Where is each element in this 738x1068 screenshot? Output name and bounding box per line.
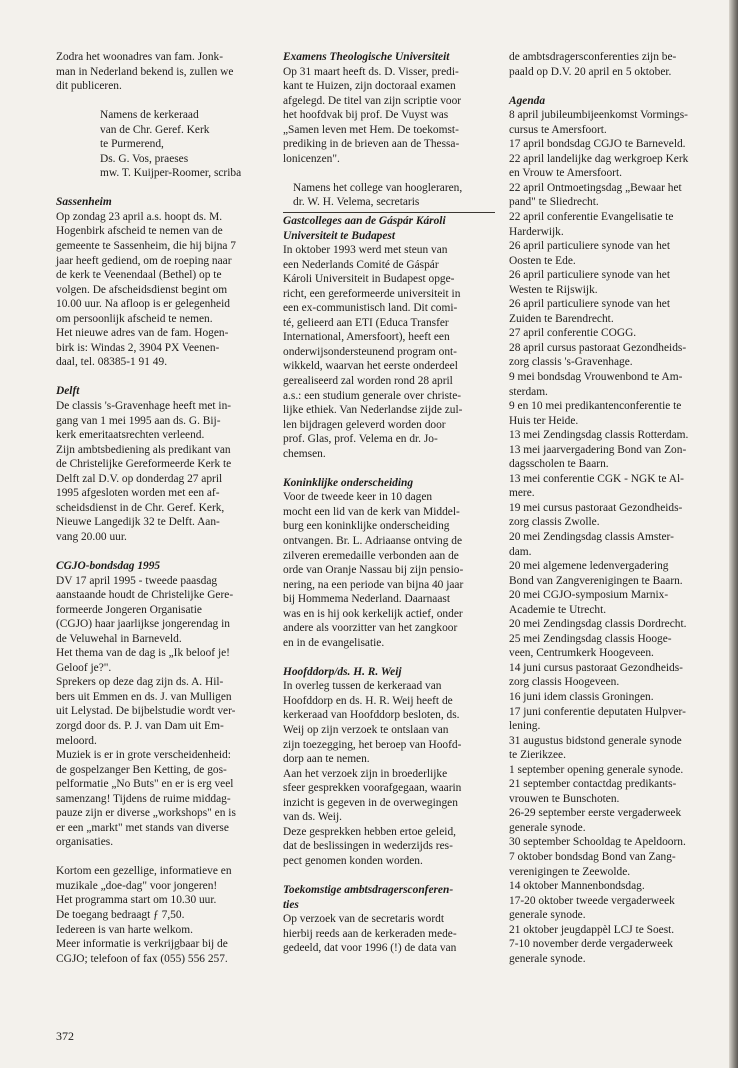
text-line: 28 april cursus pastoraat Gezondheids- [509,341,687,354]
column-3 [509,50,725,966]
text-line: volgen. De afscheidsdienst begint om [56,283,228,296]
text-line: Namens de kerkeraad [100,109,199,122]
text-line: Károli Universiteit in Budapest opge- [283,273,455,286]
text-line: Iedereen is van harte welkom. [56,923,193,936]
text-line: veen, Centrumkerk Hoogeveen. [509,647,654,660]
text-line: kerk emeritaatsrechten verleend. [56,429,205,442]
cgjo-heading: CGJO-bondsdag 1995 [56,559,161,572]
text-line: generale synode. [509,909,586,922]
text-line: 21 september contactdag predikants- [509,778,677,791]
text-line: sfeer gesprekken voorafgegaan, waarin [283,782,462,795]
text-line: het hoofdvak bij prof. De Vuyst was [283,109,449,122]
text-line: mw. T. Kuijper-Roomer, scriba [100,167,242,180]
text-line: gerealiseerd zal worden rond 28 april [283,374,453,387]
text-line: de Christelijke Gereformeerde Kerk te [56,458,232,471]
text-line: „Samen leven met Hem. De toekomst- [283,123,459,136]
text-line: Gastcolleges aan de Gáspár Károli [283,214,446,227]
ambtsdragers-heading [283,883,495,912]
text-line: 26 april particuliere synode van het [509,269,670,282]
purmerend-signature [56,108,269,181]
text-line: Ds. G. Vos, praeses [100,152,189,165]
text-line: vang 20.00 uur. [56,530,127,543]
text-line: birk is: Windas 2, 3904 PX Veenen- [56,341,220,354]
text-line: en in de evangelisatie. [283,636,385,649]
examens-heading: Examens Theologische Universiteit [283,51,450,63]
text-line: 31 augustus bidstond generale synode [509,734,682,747]
text-line: Het programma start om 10.30 uur. [56,894,217,907]
cgjo-text [56,574,269,850]
text-line: pand" te Sliedrecht. [509,196,599,209]
text-line: Nieuwe Langedijk 32 te Delft. Aan- [56,516,220,529]
text-line: Op zondag 23 april a.s. hoopt ds. M. [56,210,223,223]
text-line: formeerde Jongeren Organisatie [56,603,202,616]
text-line: aanstaande houdt de Christelijke Gere- [56,589,234,602]
text-line: onderwijsondersteunend program ont- [283,345,457,358]
text-line: International, Amersfoort), heeft een [283,331,450,344]
text-line: prediking in de brieven aan de Thessa- [283,138,460,151]
text-line: 17 april bondsdag CGJO te Barneveld. [509,138,686,151]
text-line: 13 mei Zendingsdag classis Rotterdam. [509,429,689,442]
text-line: Namens het college van hoogleraren, [293,181,463,194]
text-line: Academie te Utrecht. [509,603,607,616]
text-line: 8 april jubileumbijeenkomst Vormings- [509,109,688,122]
text-line: gang van 1 mei 1995 aan ds. G. Bij- [56,414,221,427]
text-line: Oosten te Ede. [509,254,576,267]
text-line: Geloof je?". [56,661,112,674]
hoofddorp-text [283,679,495,868]
column-2 [283,50,495,956]
text-line: Op verzoek van de secretaris wordt [283,913,444,926]
text-line: een ex-communistisch land. Dit comi- [283,302,458,315]
text-line: 21 oktober jeugdappèl LCJ te Soest. [509,923,675,936]
sassenheim-heading: Sassenheim [56,196,112,209]
text-line: ties [283,898,299,911]
text-line: orde van Oranje Nassau bij zijn pensio- [283,564,464,577]
text-line: lijke ethiek. Van Nederlandse zijde zul- [283,404,463,417]
text-line: een Nederlands Comité de Gáspár [283,258,439,271]
text-line: wikkeld, waarvan het eerste onderdeel [283,360,458,373]
text-line: samenzang! Tijdens de ruime middag- [56,792,231,805]
text-line: Het nieuwe adres van de fam. Hogen- [56,327,229,340]
text-line: Zuiden te Barendrecht. [509,312,614,325]
text-line: Universiteit te Budapest [283,229,396,242]
hoofddorp-heading: Hoofddorp/ds. H. R. Weij [283,665,402,678]
text-line: len bijdragen geleverd worden door [283,418,446,431]
text-line: richt, een gereformeerde universiteit in [283,287,461,300]
text-line: daal, tel. 08385-1 91 49. [56,356,168,369]
text-line: De classis 's-Gravenhage heeft met in- [56,399,232,412]
text-line: Harderwijk. [509,225,564,238]
delft-text [56,399,269,544]
text-line: 26 april particuliere synode van het [509,298,670,311]
text-line: ontvangen. Br. L. Adriaanse ontving de [283,534,463,547]
delft-heading: Delft [56,385,80,398]
text-line: de kerk te Veenendaal (Bethel) op te [56,269,222,282]
text-line: burg een koninklijke onderscheiding [283,520,450,533]
text-line: 17-20 oktober tweede vergaderweek [509,894,675,907]
text-line: meloord. [56,734,97,747]
text-line: sterdam. [509,385,548,398]
text-line: dr. W. H. Velema, secretaris [293,196,420,209]
text-line: 30 september Schooldag te Apeldoorn. [509,836,686,849]
text-line: zorgd door ds. P. J. van Dam uit Em- [56,719,224,732]
text-line: bers uit Emmen en ds. J. van Mulligen [56,690,232,703]
text-line: zorg classis 's-Gravenhage. [509,356,633,369]
text-line: 17 juni conferentie deputaten Hulpver- [509,705,686,718]
text-line: 1995 afgesloten worden met een af- [56,487,220,500]
text-line: Voor de tweede keer in 10 dagen [283,491,433,504]
text-line: 1 september opening generale synode. [509,763,684,776]
text-line: man in Nederland bekend is, zullen we [56,65,234,78]
text-line: om persoonlijk afscheid te nemen. [56,312,213,325]
text-line: Meer informatie is verkrijgbaar bij de [56,938,228,951]
text-line: afgelegd. De titel van zijn scriptie voor [283,94,462,107]
text-line: Bond van Zangverenigingen te Baarn. [509,574,683,587]
text-line: hierbij reeds aan de kerkeraden mede- [283,927,457,940]
onderscheiding-text [283,490,495,650]
ambtsdragers-text [283,912,495,956]
text-line: té, gelieerd aan ETI (Educa Transfer [283,316,449,329]
text-line: de gospelzanger Ben Ketting, de gos- [56,763,227,776]
text-line: 20 mei Zendingsdag classis Dordrecht. [509,618,687,631]
text-line: Hoofddorp en ds. H. R. Weij heeft de [283,694,453,707]
gastcolleges-heading [283,214,495,243]
text-line: Weij op zijn verzoek te ontslaan van [283,724,449,737]
text-line: 9 mei bondsdag Vrouwenbond te Am- [509,370,683,383]
text-line: bij Hommema Nederland. Daarnaast [283,593,450,606]
text-line: lening. [509,720,541,733]
text-line: 20 mei CGJO-symposium Marnix- [509,589,669,602]
text-line: CGJO; telefoon of fax (055) 556 257. [56,952,228,965]
text-line: was en is hij ook kerkelijk actief, onder [283,607,463,620]
text-line: 20 mei algemene ledenvergadering [509,560,669,573]
text-line: chemsen. [283,447,326,460]
text-line: (CGJO) haar jaarlijkse jongerendag in [56,618,230,631]
text-line: 7-10 november derde vergaderweek [509,938,673,951]
text-line: Aan het verzoek zijn in broederlijke [283,767,448,780]
text-line: er een „markt" met stands van diverse [56,821,229,834]
text-line: Delft zal D.V. op donderdag 27 april [56,472,223,485]
text-line: zorg classis Hoogeveen. [509,676,620,689]
text-line: 19 mei cursus pastoraat Gezondheids- [509,501,683,514]
text-line: te Purmerend, [100,138,164,151]
agenda-heading: Agenda [509,94,546,107]
text-line: vrouwen te Bunschoten. [509,792,620,805]
text-line: jaar heeft gediend, om de roeping naar [56,254,232,267]
text-line: prof. Glas, prof. Velema en dr. Jo- [283,433,438,446]
sassenheim-text [56,210,269,370]
text-line: 26-29 september eerste vergaderweek [509,807,682,820]
text-line: scheidsdienst in de Chr. Geref. Kerk, [56,501,225,514]
text-line: kerkeraad van Hoofddorp besloten, ds. [283,709,460,722]
text-line: 7 oktober bondsdag Bond van Zang- [509,851,676,864]
text-line: de Veluwehal in Barneveld. [56,632,182,645]
text-line: Toekomstige ambtsdragersconferen- [283,883,454,896]
text-line: zijn toezegging, het beroep van Hoofd- [283,738,462,751]
divider [283,212,495,213]
text-line: 14 juni cursus pastoraat Gezondheids- [509,661,683,674]
binding-edge [729,0,738,1068]
text-line: Op 31 maart heeft ds. D. Visser, predi- [283,65,459,78]
text-line: van ds. Weij. [283,811,342,824]
text-line: 16 juni idem classis Groningen. [509,691,654,704]
text-line: 22 april conferentie Evangelisatie te [509,210,674,223]
agenda-list [509,108,725,966]
gastcolleges-text [283,243,495,461]
text-line: nering, na een periode van bijna 40 jaar [283,578,464,591]
text-line: muzikale „doe-dag" voor jongeren! [56,879,218,892]
text-line: In overleg tussen de kerkeraad van [283,680,442,693]
text-line: verenigingen te Zeewolde. [509,865,631,878]
text-line: andere als voorzitter van het zangkoor [283,622,458,635]
text-line: zilveren eremedaille verbonden aan de [283,549,459,562]
text-line: 26 april particuliere synode van het [509,240,670,253]
text-line: de ambtsdragersconferenties zijn be- [509,51,677,63]
text-line: pelformatie „No Buts" en er is erg veel [56,778,234,791]
text-line: 13 mei jaarvergadering Bond van Zon- [509,443,687,456]
text-line: 22 april landelijke dag werkgroep Kerk [509,152,689,165]
text-line: 27 april conferentie COGG. [509,327,637,340]
text-line: dat de beslissingen in wederzijds res- [283,840,453,853]
text-line: Sprekers op deze dag zijn ds. A. Hil- [56,676,224,689]
text-line: cursus te Amersfoort. [509,123,607,136]
text-line: 22 april Ontmoetingsdag „Bewaar het [509,181,682,194]
text-line: 14 oktober Mannenbondsdag. [509,880,645,893]
text-line: kant te Huizen, zijn doctoraal examen [283,80,456,93]
text-line: generale synode. [509,821,586,834]
text-line: pauze zijn er diverse „workshops" en is [56,807,236,820]
text-line: generale synode. [509,952,586,965]
text-line: inzicht is gegeven in de overwegingen [283,796,458,809]
text-line: Zijn ambtsbediening als predikant van [56,443,231,456]
text-line: van de Chr. Geref. Kerk [100,123,210,136]
text-line: pect genomen konden worden. [283,854,423,867]
text-line: 9 en 10 mei predikantenconferentie te [509,400,682,413]
text-line: DV 17 april 1995 - tweede paasdag [56,574,218,587]
text-line: zorg classis Zwolle. [509,516,600,529]
onderscheiding-heading: Koninklijke onderscheiding [283,476,414,489]
text-line: dagsscholen te Baarn. [509,458,609,471]
text-line: te Zierikzee. [509,749,566,762]
text-line: Zodra het woonadres van fam. Jonk- [56,51,224,63]
text-line: Deze gesprekken hebben ertoe geleid, [283,825,456,838]
text-line: gedeeld, dat voor 1996 (!) de data van [283,942,457,955]
ambtsdragers-continued [509,50,725,79]
text-line: a.s.: een studium generale over christe- [283,389,462,402]
text-line: 13 mei conferentie CGK - NGK te Al- [509,472,684,485]
text-line: paald op D.V. 20 april en 5 oktober. [509,65,672,78]
text-line: De toegang bedraagt ƒ 7,50. [56,909,185,922]
text-line: organisaties. [56,836,114,849]
text-line: Westen te Rijswijk. [509,283,598,296]
text-line: lonicenzen". [283,152,340,165]
text-line: dit publiceren. [56,80,122,93]
column-1 [56,50,269,966]
text-line: 10.00 uur. Na afloop is er gelegenheid [56,298,230,311]
text-line: Het thema van de dag is „Ik beloof je! [56,647,230,660]
text-line: en Vrouw te Amersfoort. [509,167,622,180]
text-line: Hogenbirk afscheid te nemen van de [56,225,223,238]
text-line: mere. [509,487,535,500]
text-line: gemeente te Sassenheim, die hij bijna 7 [56,240,236,253]
text-line: Kortom een gezellige, informatieve en [56,865,232,878]
cgjo-text-2 [56,864,269,966]
text-line: uit Lelystad. De bijbelstudie wordt ver- [56,705,236,718]
text-line: Huis ter Heide. [509,414,579,427]
college-signature [283,181,495,210]
text-line: Muziek is er in grote verscheidenheid: [56,749,231,762]
page-number: 372 [56,1029,74,1043]
text-line: In oktober 1993 werd met steun van [283,244,448,257]
text-line: 20 mei Zendingsdag classis Amster- [509,531,674,543]
text-line: dorp aan te nemen. [283,753,370,766]
text-line: mocht een lid van de kerk van Middel- [283,505,460,518]
examens-text [283,65,495,167]
text-line: 25 mei Zendingsdag classis Hooge- [509,632,672,645]
text-line: dam. [509,545,532,558]
intro-paragraph [56,50,269,94]
